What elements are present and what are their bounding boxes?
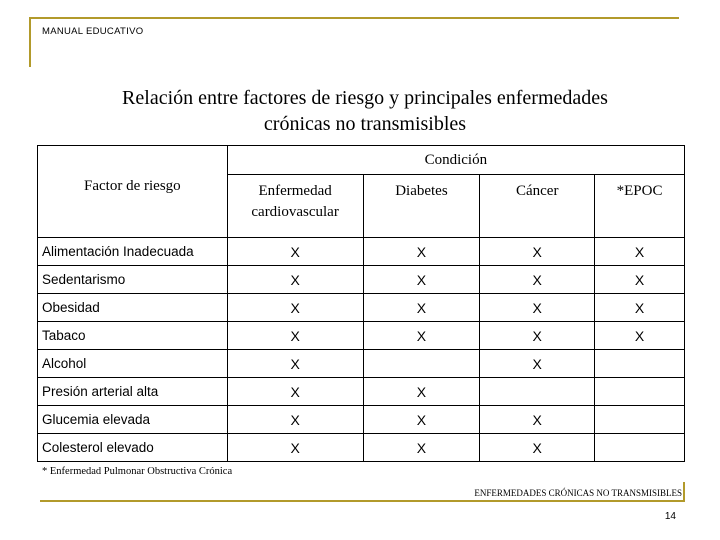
- row-mark: X: [595, 322, 685, 350]
- table-row: [38, 434, 685, 462]
- row-mark: X: [363, 238, 480, 266]
- title-line-2: crónicas no transmisibles: [263, 113, 467, 135]
- table-row: [38, 322, 685, 350]
- row-mark: [595, 434, 685, 462]
- row-mark: X: [363, 406, 480, 434]
- table-condition-row: [38, 146, 685, 175]
- row-mark: X: [227, 266, 363, 294]
- table-row: [38, 266, 685, 294]
- row-mark: X: [595, 238, 685, 266]
- row-mark: X: [363, 434, 480, 462]
- table-row: [38, 238, 685, 266]
- row-mark: X: [480, 322, 595, 350]
- row-mark: [480, 378, 595, 406]
- row-mark: X: [480, 406, 595, 434]
- row-factor: Colesterol elevado: [38, 434, 228, 462]
- row-mark: X: [227, 350, 363, 378]
- header-frame: [29, 17, 679, 67]
- row-factor: Glucemia elevada: [38, 406, 228, 434]
- column-header-diabetes: Diabetes: [363, 175, 480, 238]
- row-mark: X: [595, 294, 685, 322]
- column-header-line: cardiovascular: [251, 204, 339, 220]
- condition-header: Condición: [227, 146, 684, 175]
- row-factor: Sedentarismo: [38, 266, 228, 294]
- row-mark: [363, 350, 480, 378]
- page-title: [60, 85, 670, 137]
- row-mark: X: [363, 266, 480, 294]
- row-factor: Alimentación Inadecuada: [38, 238, 228, 266]
- footer-label: ENFERMEDADES CRÓNICAS NO TRANSMISIBLES: [474, 488, 682, 498]
- row-mark: X: [480, 350, 595, 378]
- row-factor: Obesidad: [38, 294, 228, 322]
- row-mark: [595, 378, 685, 406]
- row-mark: X: [227, 322, 363, 350]
- table-row: [38, 350, 685, 378]
- column-header-cancer: Cáncer: [480, 175, 595, 238]
- header-label: MANUAL EDUCATIVO: [42, 26, 144, 37]
- row-mark: X: [480, 238, 595, 266]
- row-mark: X: [480, 294, 595, 322]
- factor-header: Factor de riesgo: [38, 146, 228, 238]
- row-factor: Presión arterial alta: [38, 378, 228, 406]
- row-mark: X: [227, 378, 363, 406]
- row-mark: X: [363, 378, 480, 406]
- row-mark: X: [595, 266, 685, 294]
- row-factor: Tabaco: [38, 322, 228, 350]
- title-line-1: Relación entre factores de riesgo y principales enfermedades: [122, 87, 608, 109]
- row-mark: X: [227, 238, 363, 266]
- row-mark: X: [480, 434, 595, 462]
- row-mark: X: [227, 406, 363, 434]
- column-header-epoc: *EPOC: [595, 175, 685, 238]
- row-mark: X: [480, 266, 595, 294]
- row-mark: X: [227, 434, 363, 462]
- column-header-cardiovascular: [227, 175, 363, 238]
- table-row: [38, 406, 685, 434]
- footnote: * Enfermedad Pulmonar Obstructiva Crónica: [42, 466, 233, 477]
- row-mark: [595, 350, 685, 378]
- table-row: [38, 378, 685, 406]
- row-mark: X: [363, 294, 480, 322]
- column-header-line: Enfermedad: [258, 183, 332, 199]
- row-mark: X: [227, 294, 363, 322]
- row-mark: X: [363, 322, 480, 350]
- risk-factor-table: [37, 145, 685, 462]
- table-row: [38, 294, 685, 322]
- page-number: 14: [664, 511, 676, 522]
- row-mark: [595, 406, 685, 434]
- row-factor: Alcohol: [38, 350, 228, 378]
